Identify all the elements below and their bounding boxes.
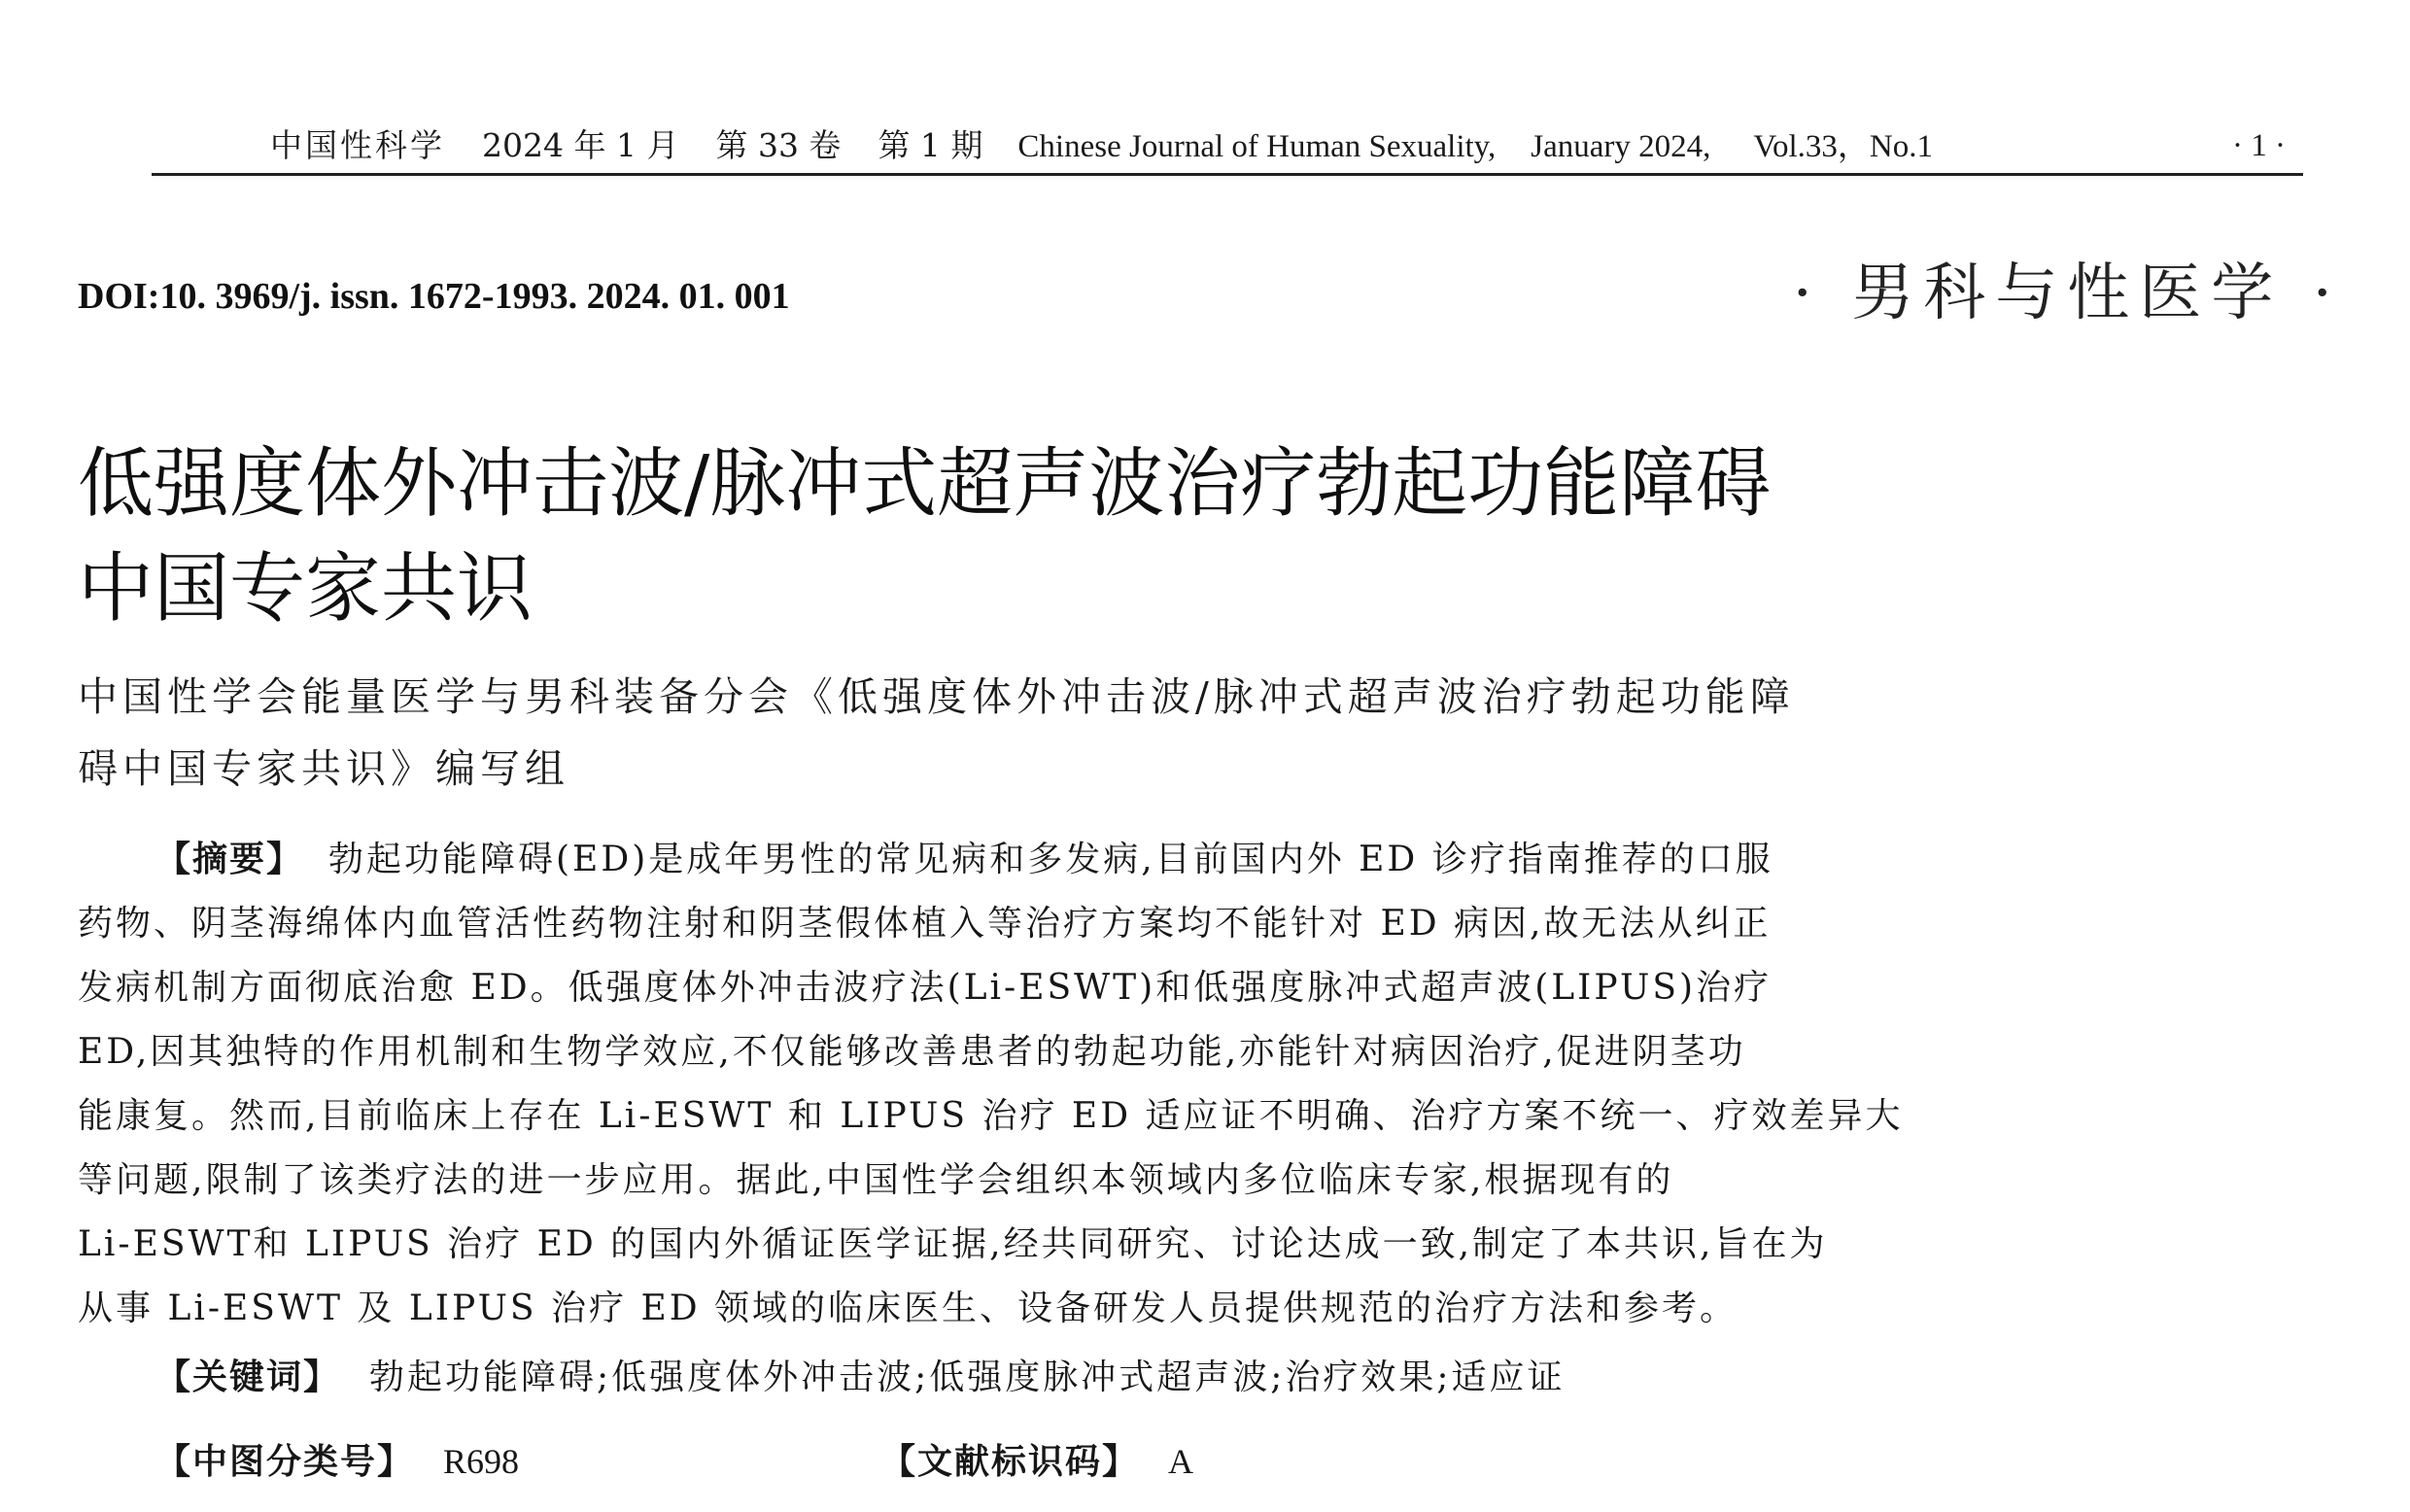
abstract-line-6: 等问题,限制了该类疗法的进一步应用。据此,中国性学会组织本领域内多位临床专家,根据现有的 (78, 1160, 1674, 1200)
author-line-2: 碍中国专家共识》编写组 (78, 745, 569, 792)
clc-label: 【中图分类号】 (155, 1442, 415, 1482)
journal-name-en: Chinese Journal of Human Sexuality, (1017, 129, 1497, 164)
title-line-2: 中国专家共识 (78, 545, 534, 633)
issue-cn: 第 1 期 (878, 126, 983, 164)
document-code (880, 1432, 1193, 1492)
abstract-line-4: ED,因其独特的作用机制和生物学效应,不仅能够改善患者的勃起功能,亦能针对病因治疗,促进阴茎功 (78, 1032, 1746, 1072)
abstract-line-3: 发病机制方面彻底治愈 ED。低强度体外冲击波疗法(Li-ESWT)和低强度脉冲式超声波(LIPUS)治疗 (78, 968, 1773, 1008)
running-header (152, 115, 2309, 177)
issue-date-cn: 2024 年 1 月 (482, 126, 679, 164)
abstract-line-5: 能康复。然而,目前临床上存在 Li-ESWT 和 LIPUS 治疗 ED 适应证不明确、治疗方案不统一、疗效差异大 (78, 1096, 1904, 1136)
page-number: · 1 · (2232, 128, 2286, 163)
author-line-1: 中国性学会能量医学与男科装备分会《低强度体外冲击波/脉冲式超声波治疗勃起功能障 (78, 673, 1795, 720)
title-line-1: 低强度体外冲击波/脉冲式超声波治疗勃起功能障碍 (78, 440, 1772, 528)
journal-name-cn: 中国性科学 (270, 126, 445, 164)
abstract-line-7: Li-ESWT和 LIPUS 治疗 ED 的国内外循证医学证据,经共同研究、讨论达成一致,制定了本共识,旨在为 (78, 1224, 1828, 1264)
keywords-label: 【关键词】 (155, 1357, 341, 1397)
keywords-value: 勃起功能障碍;低强度体外冲击波;低强度脉冲式超声波;治疗效果;适应证 (369, 1357, 1566, 1397)
volume-issue-en: Vol.33，No.1 (1753, 129, 1933, 164)
author-group (78, 661, 1905, 805)
volume-cn: 第 33 卷 (715, 126, 842, 164)
abstract-line-1 (78, 828, 1905, 892)
issue-date-en: January 2024, (1531, 129, 1711, 164)
document-code-value: A (1168, 1442, 1194, 1481)
clc-number (155, 1432, 519, 1492)
section-label: · 男科与性医学 · (1792, 258, 2342, 329)
header-rule (152, 173, 2303, 176)
abstract-text: 勃起功能障碍(ED)是成年男性的常见病和多发病,目前国内外 ED 诊疗指南推荐的口服 (328, 840, 1773, 879)
abstract-label: 【摘要】 (155, 840, 304, 879)
clc-value: R698 (443, 1442, 520, 1481)
abstract (78, 828, 1905, 1341)
article-title (78, 431, 1924, 641)
doi: DOI:10. 3969/j. issn. 1672-1993. 2024. 01. 001 (78, 276, 790, 317)
abstract-line-8: 从事 Li-ESWT 及 LIPUS 治疗 ED 领域的临床医生、设备研发人员提供规范的治疗方法和参考。 (78, 1289, 1739, 1328)
keywords (155, 1349, 1566, 1407)
abstract-line-2: 药物、阴茎海绵体内血管活性药物注射和阴茎假体植入等治疗方案均不能针对 ED 病因,故无法从纠正 (78, 904, 1772, 944)
document-code-label: 【文献标识码】 (880, 1442, 1140, 1482)
